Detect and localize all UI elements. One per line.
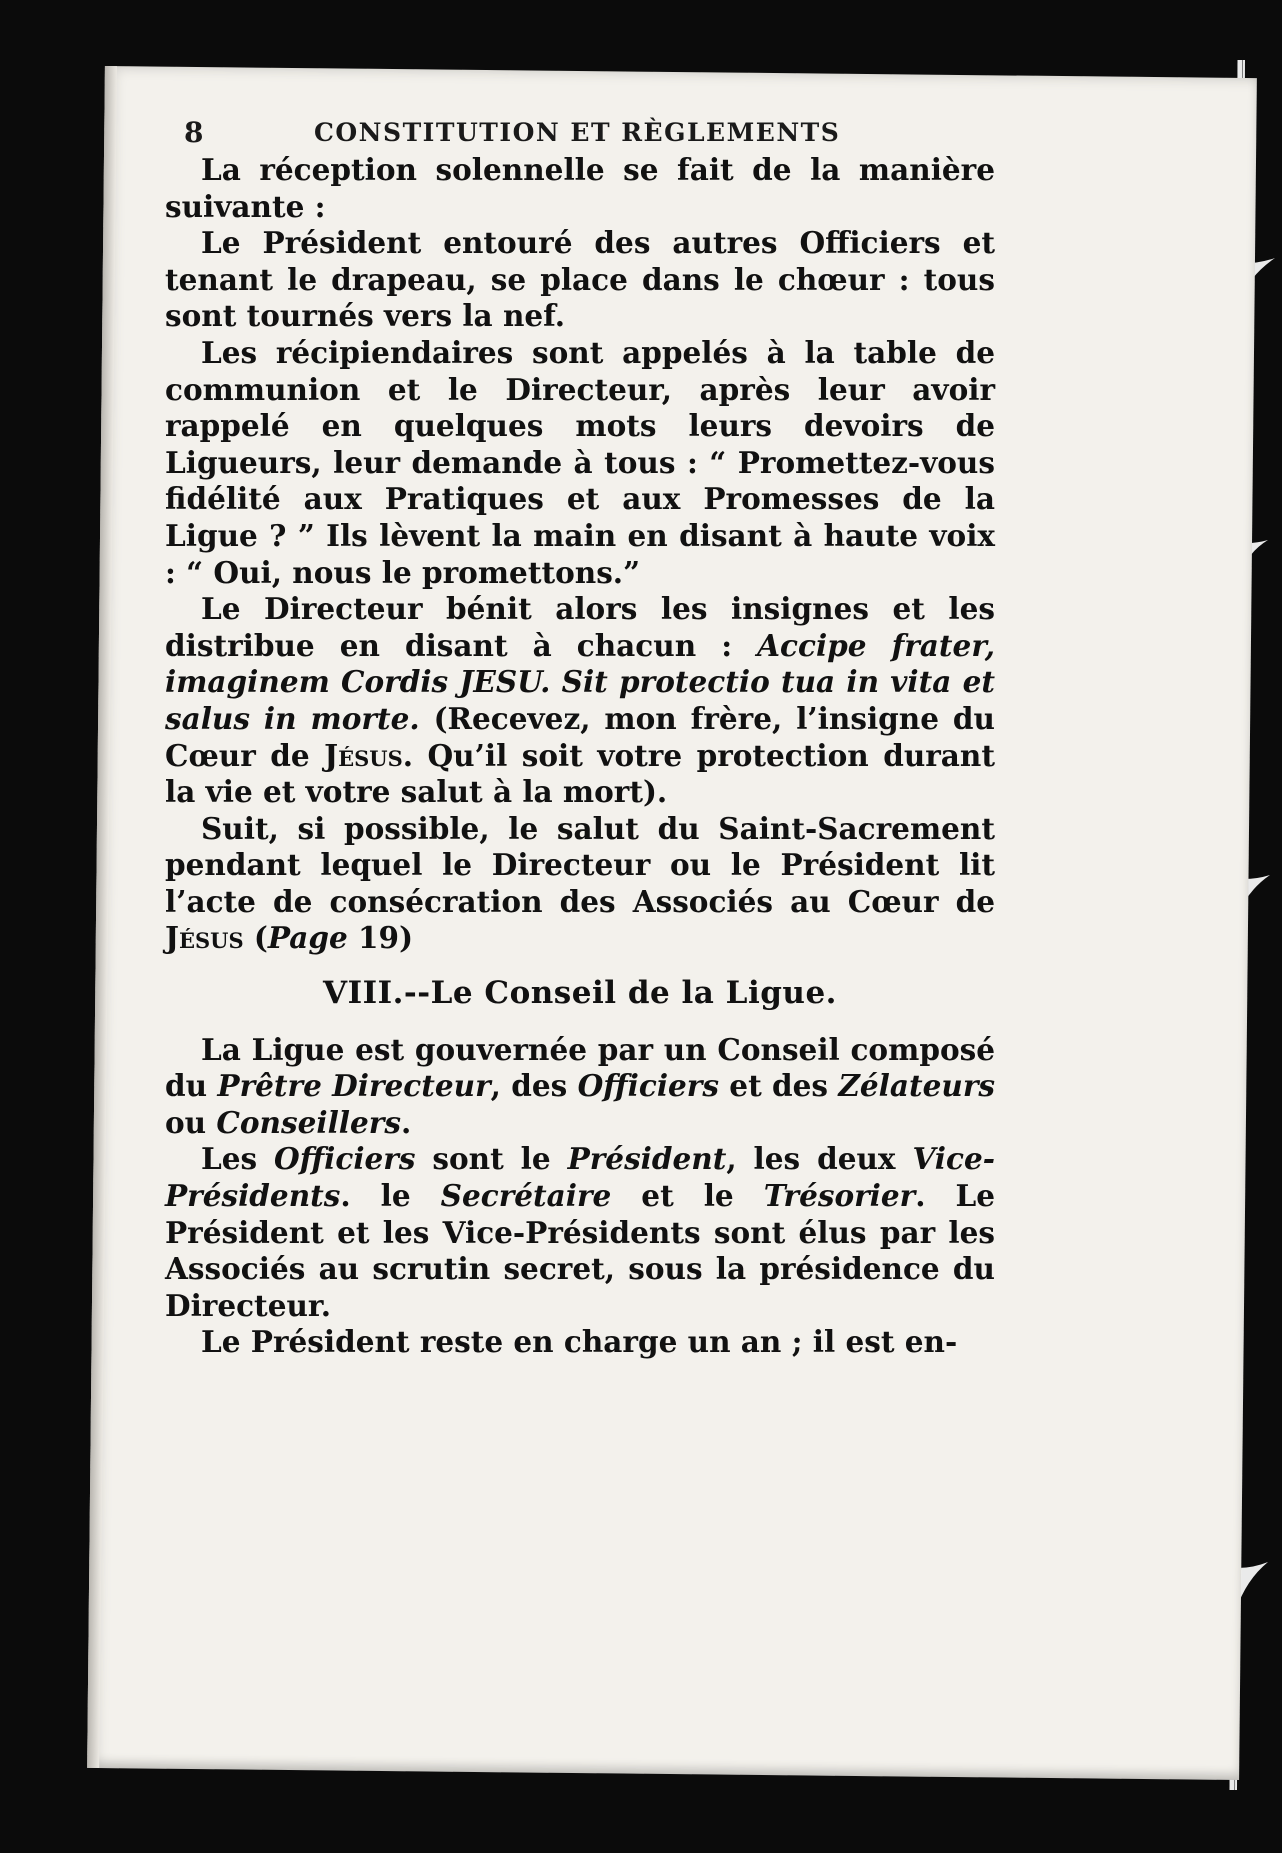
paragraph bbox=[165, 1141, 995, 1324]
section-heading: VIII.--Le Conseil de la Ligue. bbox=[323, 975, 837, 1012]
text-run: (Recevez, mon frère, l’insigne du Cœur de bbox=[165, 700, 996, 773]
running-title: CONSTITUTION ET RÈGLEMENTS bbox=[314, 118, 841, 147]
paragraph bbox=[165, 591, 995, 811]
paragraph: Les récipiendaires sont appelés à la table de communion et le Directeur, après leur avoir rappelé en quelques mots leurs devoirs de Ligueurs, leur demande à tous : “ Promettez-vous fidélité aux Pratiques et aux Promesses de la Ligue ? ” Ils lèvent la main en disant à haute voix : “ Oui, nous le promettons.” bbox=[165, 334, 995, 590]
text-run: , des bbox=[490, 1068, 578, 1104]
italic-term: Zélateurs bbox=[838, 1068, 995, 1104]
latin-formula: Accipe frater, imaginem Cordis JESU. Sit protectio tua in vita et salus in morte. bbox=[165, 627, 995, 736]
paragraph: Le Président entouré des autres Officiers et tenant le drapeau, se place dans le chœur : tous sont tournés vers la nef. bbox=[165, 225, 995, 334]
italic-term: Prêtre Directeur bbox=[217, 1068, 491, 1104]
running-head bbox=[184, 116, 984, 150]
text-run: ou bbox=[165, 1104, 217, 1140]
italic-term: Vice-Présidents bbox=[165, 1141, 995, 1214]
text-run: Suit, si possible, le salut du Saint-Sacrement pendant lequel le Directeur ou le Président lit l’acte de consécration des Associés au Cœur de bbox=[165, 810, 995, 919]
text-run: La Ligue est gouvernée par un Conseil composé du bbox=[165, 1031, 995, 1104]
text-run: . Qu’il soit votre protection durant la vie et votre salut à la mort). bbox=[165, 737, 995, 810]
page-number: 8 bbox=[184, 116, 205, 149]
page-reference: Page bbox=[267, 920, 348, 956]
text-run: . le bbox=[340, 1178, 441, 1214]
italic-term: Conseillers bbox=[216, 1104, 401, 1140]
text-run: ( bbox=[243, 920, 268, 956]
text-run: sont le bbox=[415, 1141, 568, 1177]
paragraph: Le Président reste en charge un an ; il est en- bbox=[201, 1324, 958, 1360]
paragraph bbox=[165, 811, 995, 957]
text-run: et des bbox=[718, 1068, 839, 1104]
paragraph bbox=[165, 1032, 995, 1142]
text-run: Les bbox=[201, 1141, 275, 1177]
text-run: , les deux bbox=[726, 1141, 913, 1177]
italic-term: Officiers bbox=[274, 1141, 416, 1177]
page-body bbox=[165, 152, 995, 1361]
italic-term: Officiers bbox=[577, 1068, 719, 1104]
text-run: . Le Président et les Vice-Présidents sont élus par les Associés au scrutin secret, sous la présidence du Directeur. bbox=[165, 1178, 995, 1323]
text-run: Le Directeur bénit alors les insignes et les distribue en disant à chacun : bbox=[165, 591, 995, 663]
text-run: . bbox=[400, 1104, 412, 1140]
italic-term: Trésorier bbox=[763, 1178, 916, 1214]
paragraph: La réception solennelle se fait de la manière suivante : bbox=[165, 152, 995, 224]
small-caps-name: Jésus bbox=[165, 920, 244, 956]
italic-term: Président bbox=[567, 1141, 727, 1177]
text-run: et le bbox=[611, 1178, 764, 1214]
text-run: 19) bbox=[347, 920, 414, 956]
small-caps-name: Jésus bbox=[324, 737, 403, 773]
italic-term: Secrétaire bbox=[440, 1178, 612, 1214]
